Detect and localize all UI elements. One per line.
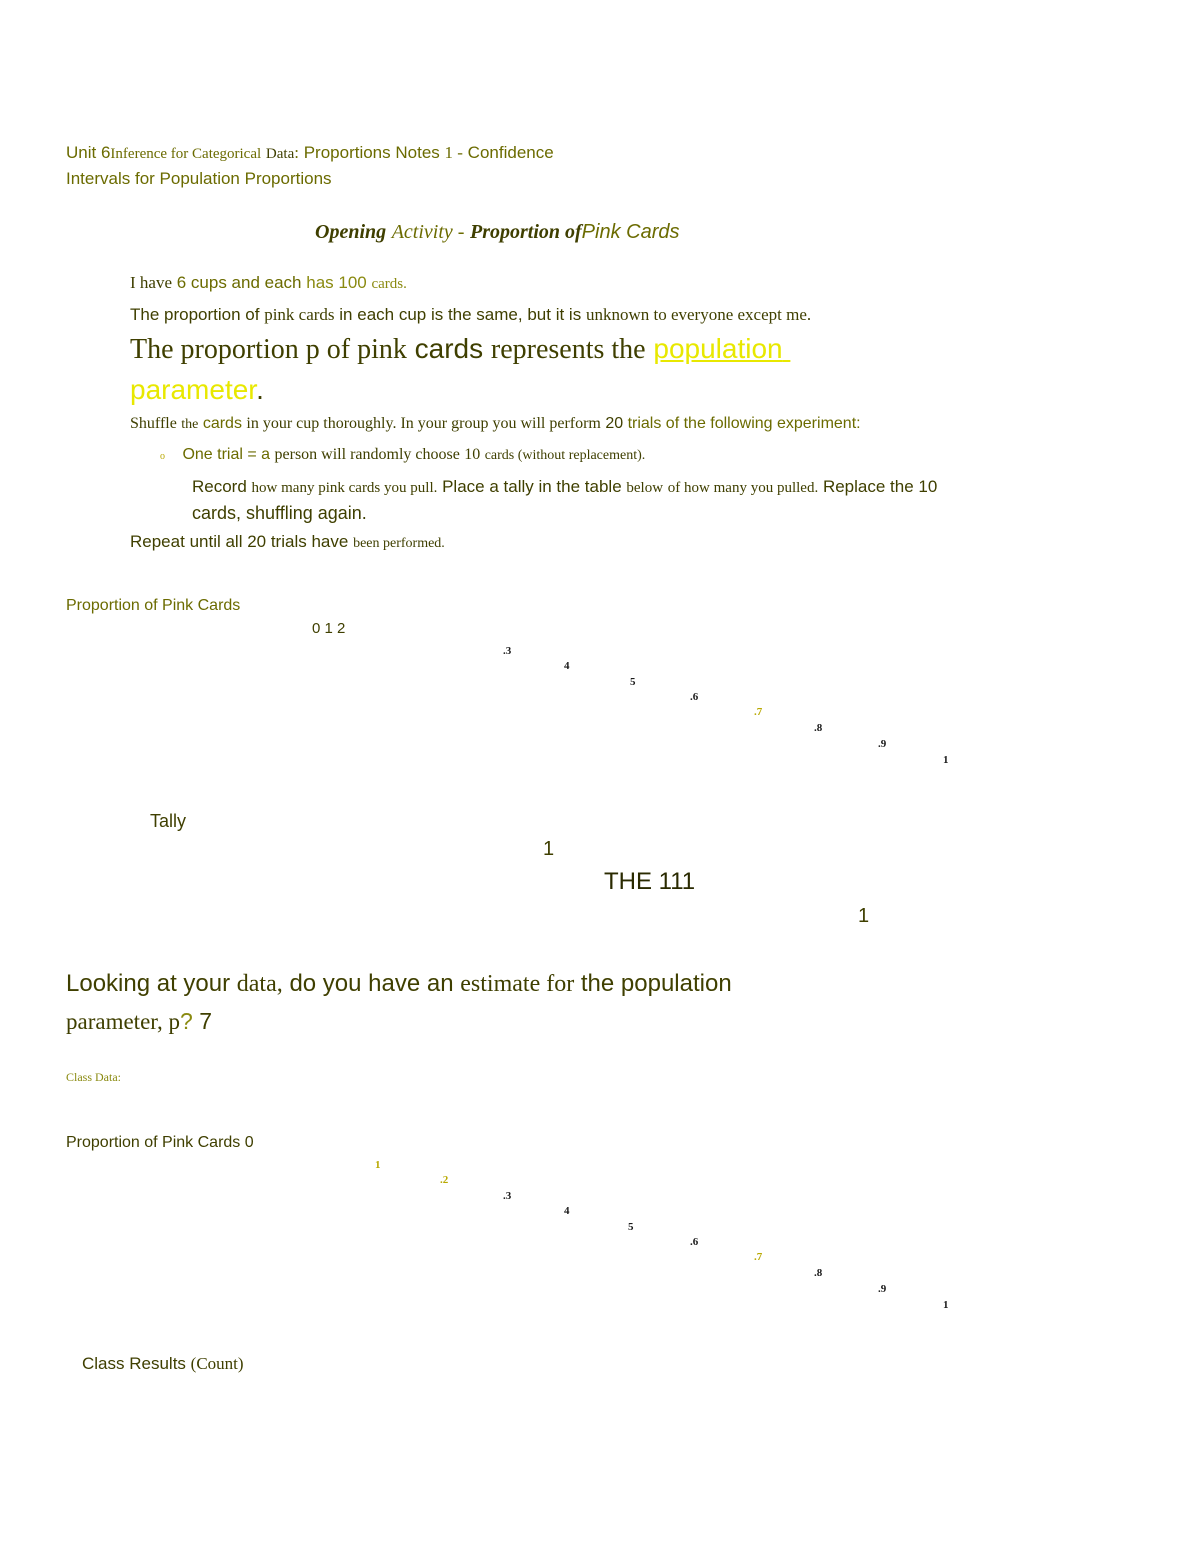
table1-tick-7: 1 [943,754,949,766]
intro-2e: unknown to everyone except me. [585,305,812,324]
parameter-statement-line-2 [130,374,264,406]
table1-tick-3: .6 [690,691,699,703]
record-instruction-line-1 [192,477,937,497]
highlight-parameter: parameter [130,374,257,405]
tally-value-2: THE 111 [604,868,696,895]
opening-word: Opening [315,221,387,243]
trial-d: cards (without replacement). [484,448,646,463]
class-tick-5: .6 [690,1236,699,1248]
intro-1d: cards. [371,276,407,292]
question-2a: parameter, p [66,1009,181,1034]
repeat-b: until all 20 trials have [189,532,349,551]
intro-2a: The proportion of [130,305,260,324]
trial-bullet-item [160,446,645,464]
intro-2c: in each cup is the same, [339,305,523,324]
intro-2d: but it is [527,305,582,324]
title-inference: Inference for Categorical [110,146,262,162]
record-c: Place a tally in the table [442,477,622,496]
pink-cards-words: Pink Cards [581,221,680,243]
document-title-line-1 [66,143,554,163]
table1-first-ticks: 0 1 2 [312,620,346,637]
intro-2b: pink cards [264,305,335,324]
question-2c: 7 [199,1008,212,1034]
document-title-line-2: Intervals for Population Proportions [66,169,332,188]
shuffle-d: in your cup thoroughly. In your group you will perform [246,415,601,432]
intro-line-1 [130,273,407,293]
estimate-question-line-1 [66,970,732,998]
question-1e: the population [580,970,732,997]
trial-a: One trial = a [182,446,271,463]
tally-value-1: 1 [543,838,555,860]
class-tick-2: .3 [503,1190,512,1202]
activity-word: Activity - [391,221,465,243]
question-1c: do you have an [289,970,454,997]
class-tick-8: .9 [878,1283,887,1295]
class-table-label: Proportion of Pink Cards 0 [66,1134,254,1151]
bullet-marker: o [160,451,165,462]
intro-1c: has 100 [306,273,367,292]
statement-part-3: represents the [490,334,646,365]
table1-label: Proportion of Pink Cards [66,597,241,614]
shuffle-e: 20 [605,415,624,432]
class-tick-3: 4 [564,1205,570,1217]
repeat-a: Repeat [130,532,185,551]
trial-c: 10 [464,446,481,463]
title-data: Data [265,146,295,162]
shuffle-instruction [130,415,861,433]
title-confidence: Confidence [467,143,554,162]
class-tick-6: .7 [754,1251,763,1263]
record-b: how many pink cards you pull. [251,480,438,496]
class-tick-7: .8 [814,1267,823,1279]
proportion-of-words: Proportion of [469,221,582,243]
opening-activity-heading [315,221,679,244]
shuffle-c: cards [202,415,242,432]
class-data-label: Class Data: [66,1070,121,1084]
estimate-question-line-2 [66,1008,212,1035]
record-e: of how many you pulled. [667,480,819,496]
title-proportions: Proportions Notes [303,143,440,162]
class-tick-1: .2 [440,1174,449,1186]
shuffle-b: the [181,417,199,432]
statement-period: . [256,374,264,405]
class-tick-4: 5 [628,1221,634,1233]
repeat-c: been performed. [353,536,445,551]
record-f: Replace the 10 [822,477,938,496]
record-instruction-line-2: cards, shuffling again. [192,503,367,523]
statement-part-2: cards [414,333,484,364]
record-a: Record [192,477,247,496]
tally-value-3: 1 [858,905,870,927]
title-number: 1 - [444,143,463,162]
class-results-label [82,1354,244,1374]
class-results-a: Class Results [82,1354,186,1373]
question-1b: data, [236,971,283,997]
question-2b: ? [180,1008,193,1034]
class-tick-9: 1 [943,1299,949,1311]
trial-b: person will randomly choose [274,446,460,463]
table1-tick-6: .9 [878,738,887,750]
table1-tick-2: 5 [630,676,636,688]
record-d: below [626,480,664,496]
intro-1b: 6 cups and each [176,273,302,292]
shuffle-f: trials of the following experiment: [627,415,861,432]
highlight-population: population [653,333,783,364]
repeat-instruction [130,532,445,552]
table1-tick-5: .8 [814,722,823,734]
question-1a: Looking at your [66,970,231,997]
intro-1a: I have [130,273,173,292]
shuffle-a: Shuffle [130,415,177,432]
question-1d: estimate for [460,971,575,997]
parameter-statement-line-1 [130,333,790,366]
class-results-b: (Count) [190,1354,244,1373]
table1-tick-0: .3 [503,645,512,657]
class-tick-0: 1 [375,1159,381,1171]
table1-tick-4: .7 [754,706,763,718]
title-unit: Unit 6 [66,143,111,162]
table1-tick-1: 4 [564,660,570,672]
title-colon: : [294,143,299,162]
intro-line-2 [130,305,811,325]
tally-label: Tally [150,811,187,831]
statement-part-1: The proportion p of pink [130,334,407,365]
